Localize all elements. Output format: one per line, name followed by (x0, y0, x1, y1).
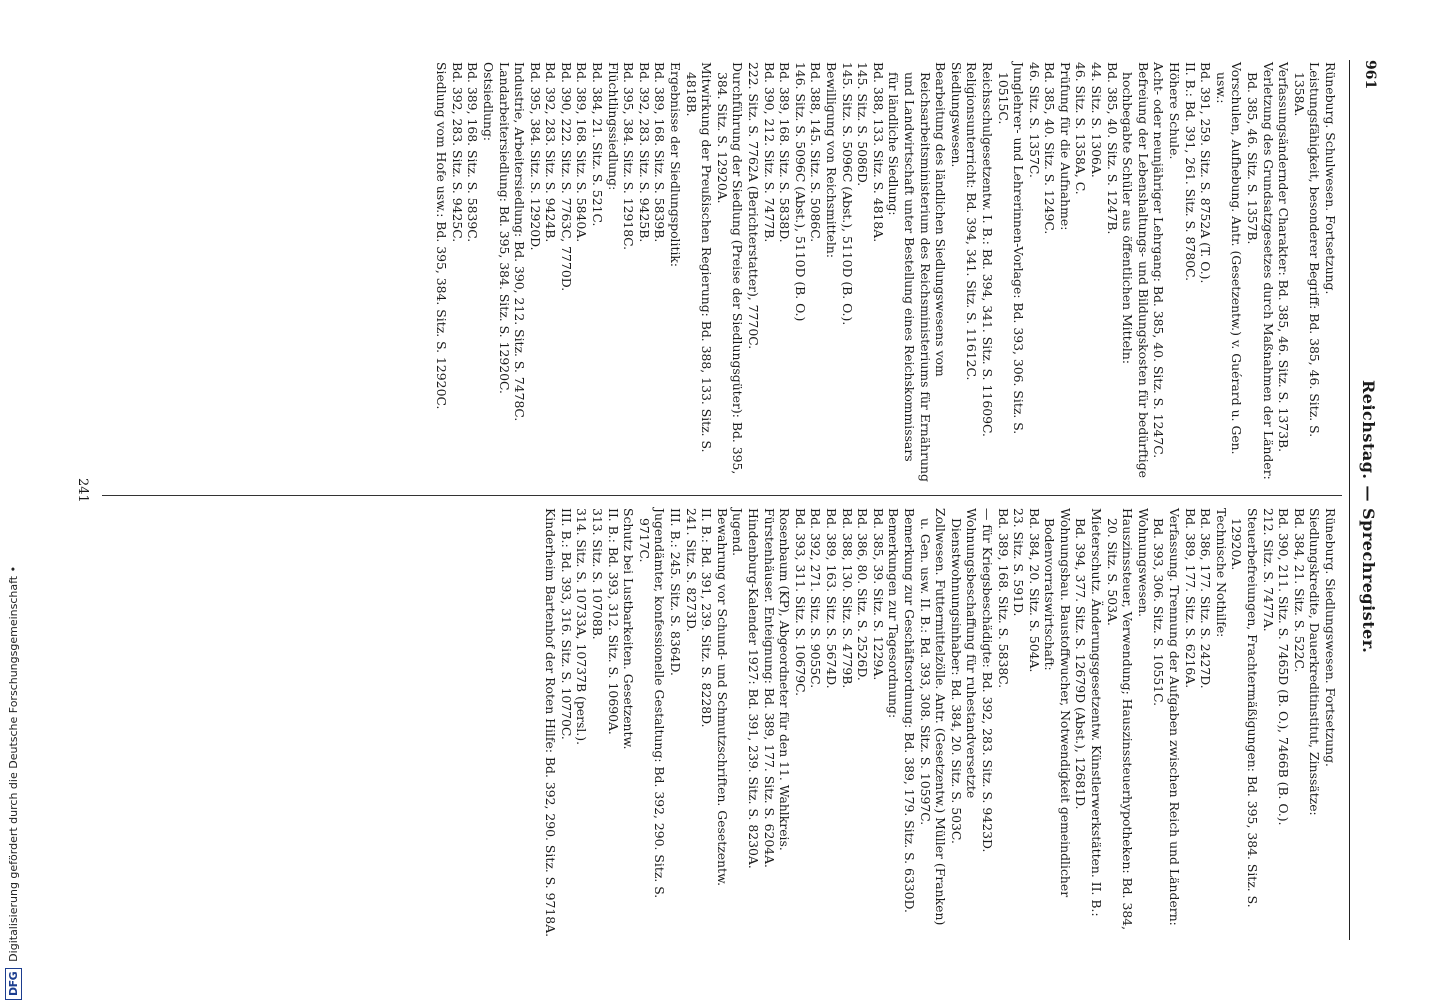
register-entry: Acht- oder neunjähriger Lehrgang: Bd. 385, 40. Sitz. S. 1247C. (1151, 62, 1167, 459)
register-entry: Flüchtlingssiedlung: (605, 62, 621, 191)
register-entry: 44. Sitz. S. 1306A. (1089, 62, 1105, 178)
register-entry: Jugendämter, konfessionelle Gestaltung: Bd. 392, 290. Sitz. S. 9717C. (636, 508, 668, 903)
register-entry: Ostsiedlung: (480, 62, 496, 142)
register-entry: 46. Sitz. S. 1357C. (1026, 62, 1042, 178)
register-entry: 314. Sitz. S. 10733A, 10737B (persl.). (574, 508, 590, 746)
register-entry: II. B.: Bd. 391, 239. Sitz. S. 8228D. (699, 508, 715, 728)
register-entry: Landarbeitersiedlung: Bd. 395, 384. Sitz. S. 12920C. (496, 62, 512, 394)
register-entry: Wohnungsbeschaffung für ruhestandversetzte Dienstwohnungsinhaber: Bd. 384, 20. Sitz. S. 503C. (948, 508, 980, 844)
register-entry: Höhere Schule. (1167, 62, 1183, 160)
register-entry: 46. Sitz. S. 1358A, C. (1073, 62, 1089, 195)
left-column (434, 62, 1338, 486)
register-entry: Technische Nothilfe: (1213, 508, 1229, 638)
register-entry: Bd. 392, 271. Sitz. S. 9055C. (808, 508, 824, 689)
register-entry: Kinderheim Bartenhof der Roten Hilfe: Bd. 392, 290. Sitz. S. 9718A. (543, 508, 559, 938)
register-entry: Befreiung der Lebenshaltungs- und Bildungskosten für bedürftige hochbegabte Schüler aus öffentlichen Mitteln: (1120, 62, 1151, 482)
register-entry: Bd. 385, 40. Sitz. S. 1247B. (1104, 62, 1120, 235)
register-entry: Bd. 389, 168. Sitz. S. 5838C. (995, 508, 1011, 689)
register-entry: Bd. 388, 130. Sitz. S. 4779B. (839, 508, 855, 689)
digitization-credit (0, 0, 26, 1000)
register-entry: Wohnungswesen. (1135, 508, 1151, 618)
register-entry: Mieterschutz. Änderungsgesetzentw. Künstlerwerkstätten. II. B.: Bd. 394, 377. Sitz. S. 12679D (Abst.), 12681D. (1073, 508, 1105, 921)
register-entry: Jugend. (730, 508, 746, 557)
register-entry: Verfassungsändernder Charakter: Bd. 385, 46. Sitz. S. 1373B. (1276, 62, 1292, 453)
column-divider (102, 495, 1342, 496)
register-entry: Bd. 389, 168. Sitz. S. 5838D. (777, 62, 793, 243)
register-entry: II. B.: Bd. 391, 261. Sitz. S. 8780C. (1182, 62, 1198, 282)
register-entry: Zollwesen. Futtermittelzölle. Antr. (Gesetzentw.) Müller (Franken) u. Gen. usw. II. B.: Bd. 393, 308. Sitz. S. 10597C. (917, 508, 949, 930)
register-entry: Fürstenhäuser. Enteignung: Bd. 389, 177. Sitz. S. 6204A. (761, 508, 777, 868)
register-entry: Wohnungsbau. Baustoffwucher, Notwendigkeit gemeindlicher Bodenvorratswirtschaft: (1042, 508, 1073, 902)
register-entry: Rosenbaum (KP), Abgeordneter für den 11. Wahlkreis. (777, 508, 793, 851)
register-entry: Bemerkungen zur Tagesordnung: (886, 508, 902, 719)
register-entry: Siedlungswesen. (948, 62, 964, 168)
register-entry: Hindenburg-Kalender 1927: Bd. 391, 239. Sitz. S. 8230A. (746, 508, 762, 869)
register-entry: Reichsschulgesetzentw. I. B.: Bd. 394, 341. Sitz. S. 11609C. (979, 62, 995, 437)
register-entry: Verfassung. Trennung der Aufgaben zwischen Reich und Ländern: Bd. 393, 306. Sitz. S. 10551C. (1151, 508, 1183, 930)
register-entry: Bd. 384, 20. Sitz. S. 504A. (1026, 508, 1042, 673)
register-entry: Bd. 390, 222. Sitz. S. 7763C, 7770D. (558, 62, 574, 292)
register-entry: Bd. 389, 168. Sitz. S. 5840A. (574, 62, 590, 243)
header-rule (1349, 60, 1350, 940)
register-entry: Bd. 390, 212. Sitz. S. 7477B. (761, 62, 777, 243)
register-entry: II. B.: Bd. 393, 312. Sitz. S. 10690A. (605, 508, 621, 735)
register-entry: Bd. 390, 211. Sitz. S. 7465D (B. O.), 7466B (B. O.). (1276, 508, 1292, 826)
register-entry: Mitwirkung der Preußischen Regierung: Bd. 388, 133. Sitz. S. 4818B. (683, 62, 715, 457)
register-entry: Rüneburg. Schulwesen. Fortsetzung. (1323, 62, 1338, 295)
register-entry: Bd. 392, 283. Sitz. S. 9425B. (636, 62, 652, 243)
register-entry: Durchführung der Siedlung (Preise der Siedlungsgüter): Bd. 395, 384. Sitz. S. 12920A. (714, 62, 746, 479)
register-entry: 145. Sitz. S. 5096C (Abst.), 5110D (B. O.). (839, 62, 855, 326)
register-entry: Siedlung vom Hofe usw.: Bd. 395, 384. Sitz. S. 12920C. (434, 62, 450, 410)
register-entry: Verletzung des Grundsatzgesetzes durch Maßnahmen der Länder: Bd. 385, 46. Sitz. S. 1357B. (1245, 62, 1276, 484)
register-entry: Leistungsfähigkeit, besonderer Begriff: Bd. 385, 46. Sitz. S. 1358A. (1291, 62, 1323, 442)
register-entry: — für Kriegsbeschädigte: Bd. 392, 283. Sitz. S. 9423D. (979, 508, 995, 853)
register-entry: Hauszinssteuer, Verwendung; Hauszinssteuerhypotheken: Bd. 384, 20. Sitz. S. 503A. (1104, 508, 1136, 935)
register-entry: Bd. 389, 177. Sitz. S. 6216A. (1182, 508, 1198, 689)
register-entry: Bd. 386, 80. Sitz. S. 2526D. (855, 508, 871, 681)
register-entry: Ergebnisse der Siedlungspolitik: (668, 62, 684, 268)
register-entry: Bd. 384, 21. Sitz. S. 522C. (1291, 508, 1307, 673)
register-entry: Bd. 384, 21. Sitz. S. 521C. (590, 62, 606, 227)
register-entry: Industrie, Arbeitersiedlung: Bd. 390, 212. Sitz. S. 7478C. (512, 62, 528, 422)
register-entry: Bd. 389, 168. Sitz. S. 5839B. (652, 62, 668, 243)
register-entry: Bd. 392, 283. Sitz. S. 9425C. (449, 62, 465, 243)
register-entry: Schutz bei Lustbarkeiten. Gesetzentw. (621, 508, 637, 750)
register-entry: Bd. 391, 259. Sitz. S. 8752A (T. O.). (1198, 62, 1214, 284)
register-entry: Bd. 393, 311. Sitz. S. 10679C. (792, 508, 808, 697)
register-entry: 146. Sitz. S. 5096C (Abst.), 5110D (B. O.) (792, 62, 808, 322)
page-number-header: 961 (1362, 60, 1378, 90)
register-entry: Bd. 386, 177. Sitz. S. 2427D. (1198, 508, 1214, 689)
register-entry: Bd. 395, 384. Sitz. S. 12918C. (621, 62, 637, 251)
register-entry: Steuerbefreiungen, Frachtermäßigungen: Bd. 395, 384. Sitz. S. 12920A. (1229, 508, 1261, 912)
register-entry: Bd. 388, 145. Sitz. S. 5086C. (808, 62, 824, 243)
register-entry: Bd. 385, 40. Sitz. S. 1249C. (1042, 62, 1058, 235)
register-entry: Bd. 388, 133. Sitz. S. 4818A. (870, 62, 886, 243)
right-column (543, 508, 1338, 940)
running-title: Reichstag. — Sprechregister. (1359, 380, 1378, 654)
register-entry: III. B.: Bd. 393, 316. Sitz. S. 10770C. (558, 508, 574, 740)
register-entry: 222. Sitz. S. 7762A (Berichterstatter), 7770C. (746, 62, 762, 350)
register-entry: Junglehrer- und Lehrerinnen-Vorlage: Bd. 393, 306. Sitz. S. 10515C. (995, 62, 1027, 439)
register-entry: 241. Sitz. S. 8273D. (683, 508, 699, 633)
register-entry: Religionsunterricht: Bd. 394, 341. Sitz. S. 11612C. (964, 62, 980, 381)
register-entry: 23. Sitz. S. 591D. (1011, 508, 1027, 617)
credit-text: Digitalisierung gefördert durch die Deutsche Forschungsgemeinschaft • (6, 565, 20, 962)
register-entry: Vorschulen, Aufhebung. Antr. (Gesetzentw.) v. Guérard u. Gen. usw.: (1213, 62, 1245, 459)
register-entry: 313. Sitz. S. 10708B. (590, 508, 606, 640)
register-entry: Bewahrung vor Schund- und Schmutzschriften. Gesetzentw. (714, 508, 730, 887)
register-entry: Bd. 395, 384. Sitz. S. 12920D. (527, 62, 543, 251)
register-entry: 145. Sitz. S. 5086D. (855, 62, 871, 187)
register-entry: Prüfung für die Aufnahme: (1057, 62, 1073, 231)
register-entry: Bd. 385, 39. Sitz. S. 1229A. (870, 508, 886, 681)
register-entry: Bd. 389, 163. Sitz. S. 5674D. (824, 508, 839, 689)
register-entry: Rüneburg. Siedlungswesen. Fortsetzung. (1323, 508, 1338, 767)
footer-page-number: 241 (75, 478, 90, 503)
register-entry: Bd. 392, 283. Sitz. S. 9424B. (543, 62, 559, 243)
register-entry: Bd. 389, 168. Sitz. S. 5839C. (465, 62, 481, 243)
register-entry: 212. Sitz. S. 7477A. (1260, 508, 1276, 632)
dfg-logo-icon: DFG (5, 968, 22, 1000)
register-entry: Siedlungskredite, Dauerkreditinstitut, Zinssätze: (1307, 508, 1323, 816)
register-entry: Bewilligung von Reichsmitteln: (824, 62, 839, 259)
register-entry: Bemerkung zur Geschäftsordnung: Bd. 389, 179. Sitz. S. 6330D. (901, 508, 917, 913)
register-entry: III. B.: 245. Sitz. S. 8364D. (668, 508, 684, 676)
register-entry: Bearbeitung des ländlichen Siedlungswesens vom Reichsarbeitsministerium des Reichsministeriums für Ernährung und Landwirtschaft unter Bestellung eines Reichskommissars für ländliche Siedlung: (886, 62, 949, 486)
